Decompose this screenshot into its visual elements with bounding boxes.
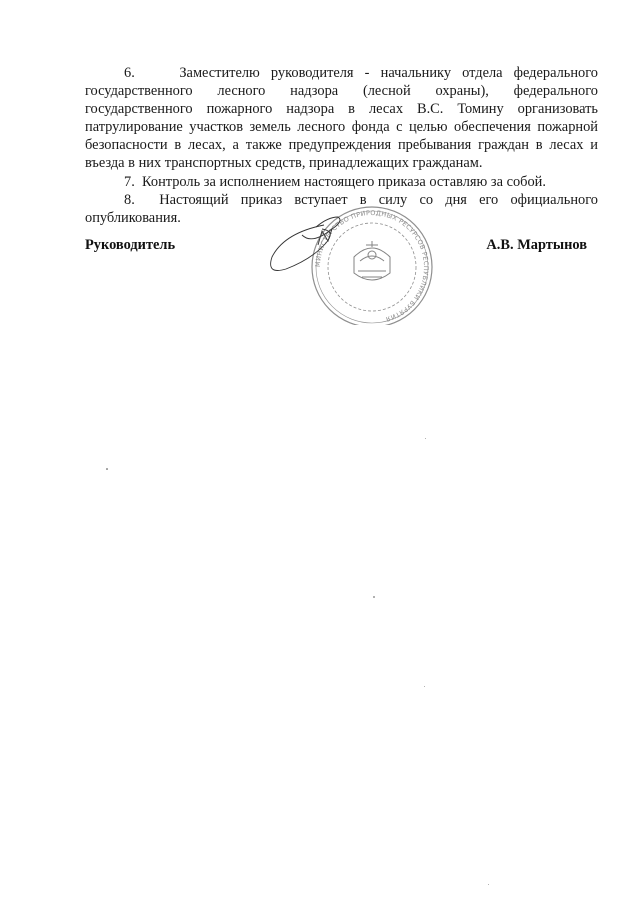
scan-speck xyxy=(425,438,426,439)
scan-speck xyxy=(106,468,108,470)
signatory-name: А.В. Мартынов xyxy=(486,237,587,253)
scan-speck xyxy=(488,884,489,885)
svg-text:МИНИСТЕРСТВО ПРИРОДНЫХ РЕСУРСО: МИНИСТЕРСТВО ПРИРОДНЫХ РЕСУРСОВ РЕСПУБЛИКИ БУРЯТИЯ xyxy=(313,208,431,324)
seal-stamp xyxy=(312,207,432,325)
signatory-position: Руководитель xyxy=(85,237,176,253)
emblem-icon xyxy=(354,241,390,280)
paragraph-6: 6. Заместителю руководителя - начальнику отдела федерального государственного лесного надзора (лесной охраны), федерального государственного пожарного надзора в лесах В.С. Томину организовать патрулирование участков земель лесного фонда с целью обеспечения пожарной безопасности в лесах, а также предупреждения пребывания граждан в лесах и въезда в них транспортных средств, принадлежащих гражданам. xyxy=(85,65,598,172)
document-body xyxy=(85,64,598,227)
paragraph-7: 7. Контроль за исполнением настоящего приказа оставляю за собой. xyxy=(124,173,546,190)
official-seal xyxy=(262,205,442,325)
paragraph-8: 8. Настоящий приказ вступает в силу со дня его официального опубликования. xyxy=(85,191,598,226)
scan-speck xyxy=(373,596,375,598)
scan-speck xyxy=(424,686,425,687)
